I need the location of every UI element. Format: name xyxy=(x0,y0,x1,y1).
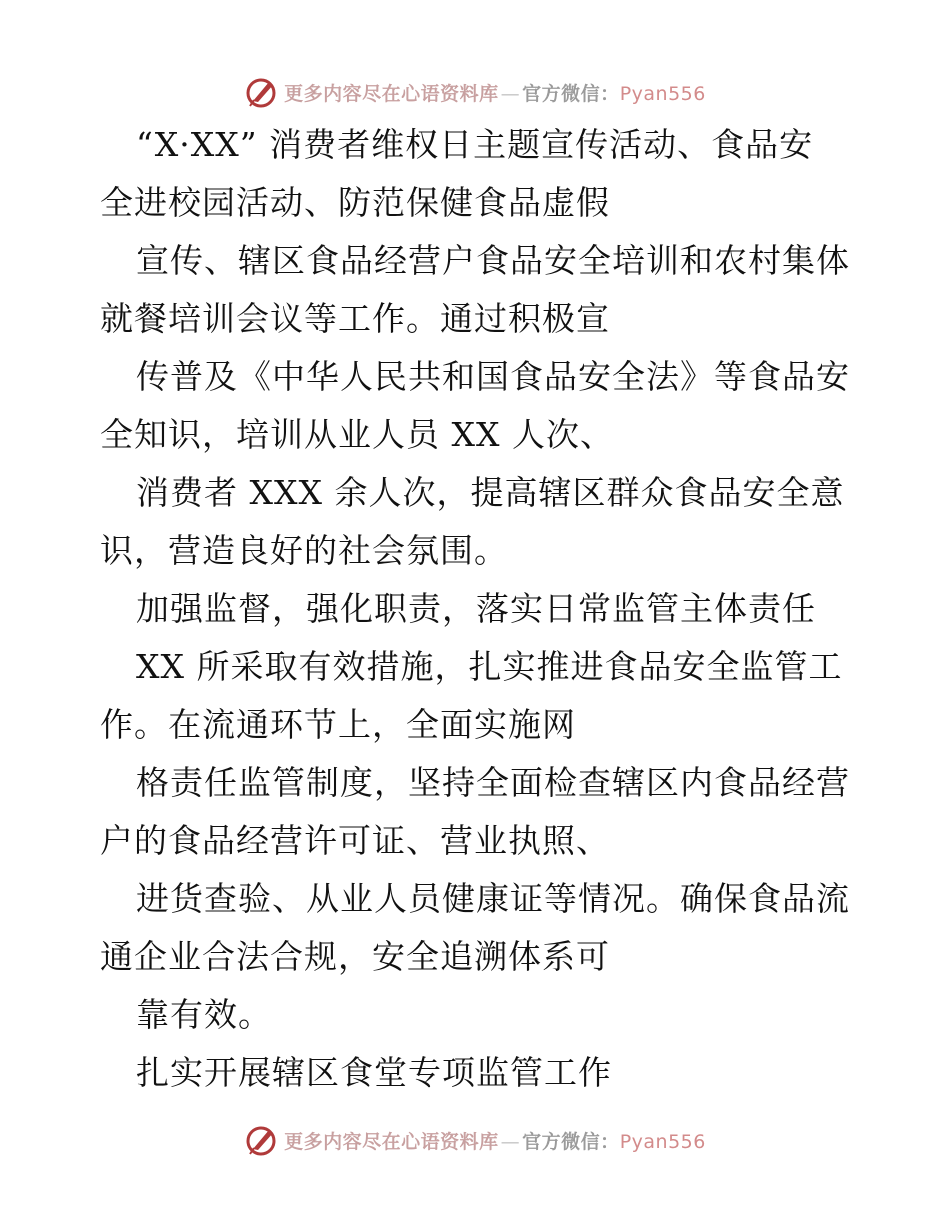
header-banner xyxy=(0,72,950,112)
header-separator: — xyxy=(500,82,521,105)
body-line: 格责任监管制度，坚持全面检查辖区内食品经营 xyxy=(136,763,850,802)
header-wechat-label: 官方微信： xyxy=(522,82,620,105)
body-line: 全进校园活动、防范保健食品虚假 xyxy=(100,183,610,222)
footer-brand-text: 更多内容尽在心语资料库 xyxy=(284,1130,499,1153)
body-line: 识，营造良好的社会氛围。 xyxy=(100,531,508,570)
body-line: 就餐培训会议等工作。通过积极宣 xyxy=(100,299,610,338)
body-line: XX 所采取有效措施，扎实推进食品安全监管工 xyxy=(136,647,843,686)
quill-pen-logo-icon xyxy=(244,1122,280,1158)
body-line: 通企业合法合规，安全追溯体系可 xyxy=(100,937,610,976)
body-line: 消费者 XXX 余人次，提高辖区群众食品安全意 xyxy=(136,473,845,512)
body-line: 宣传、辖区食品经营户食品安全培训和农村集体 xyxy=(136,241,850,280)
footer-banner xyxy=(0,1120,950,1160)
header-banner-text xyxy=(284,79,706,106)
body-line: “X·XX” 消费者维权日主题宣传活动、食品安 xyxy=(136,125,814,164)
header-brand-text: 更多内容尽在心语资料库 xyxy=(284,82,499,105)
body-line: 全知识，培训从业人员 XX 人次、 xyxy=(100,415,614,454)
body-line: 进货查验、从业人员健康证等情况。确保食品流 xyxy=(136,879,850,918)
document-body xyxy=(100,116,860,1102)
body-line: 作。在流通环节上，全面实施网 xyxy=(100,705,576,744)
body-line: 加强监督，强化职责，落实日常监管主体责任 xyxy=(136,589,816,628)
footer-wechat-id: Pyan556 xyxy=(619,1130,706,1153)
footer-wechat-label: 官方微信： xyxy=(522,1130,620,1153)
header-wechat-id: Pyan556 xyxy=(619,82,706,105)
body-line: 扎实开展辖区食堂专项监管工作 xyxy=(136,1053,612,1092)
quill-pen-logo-icon xyxy=(244,74,280,110)
body-line: 传普及《中华人民共和国食品安全法》等食品安 xyxy=(136,357,850,396)
body-line: 靠有效。 xyxy=(136,995,272,1034)
body-line: 户的食品经营许可证、营业执照、 xyxy=(100,821,610,860)
footer-banner-text xyxy=(284,1127,706,1154)
footer-separator: — xyxy=(500,1130,521,1153)
